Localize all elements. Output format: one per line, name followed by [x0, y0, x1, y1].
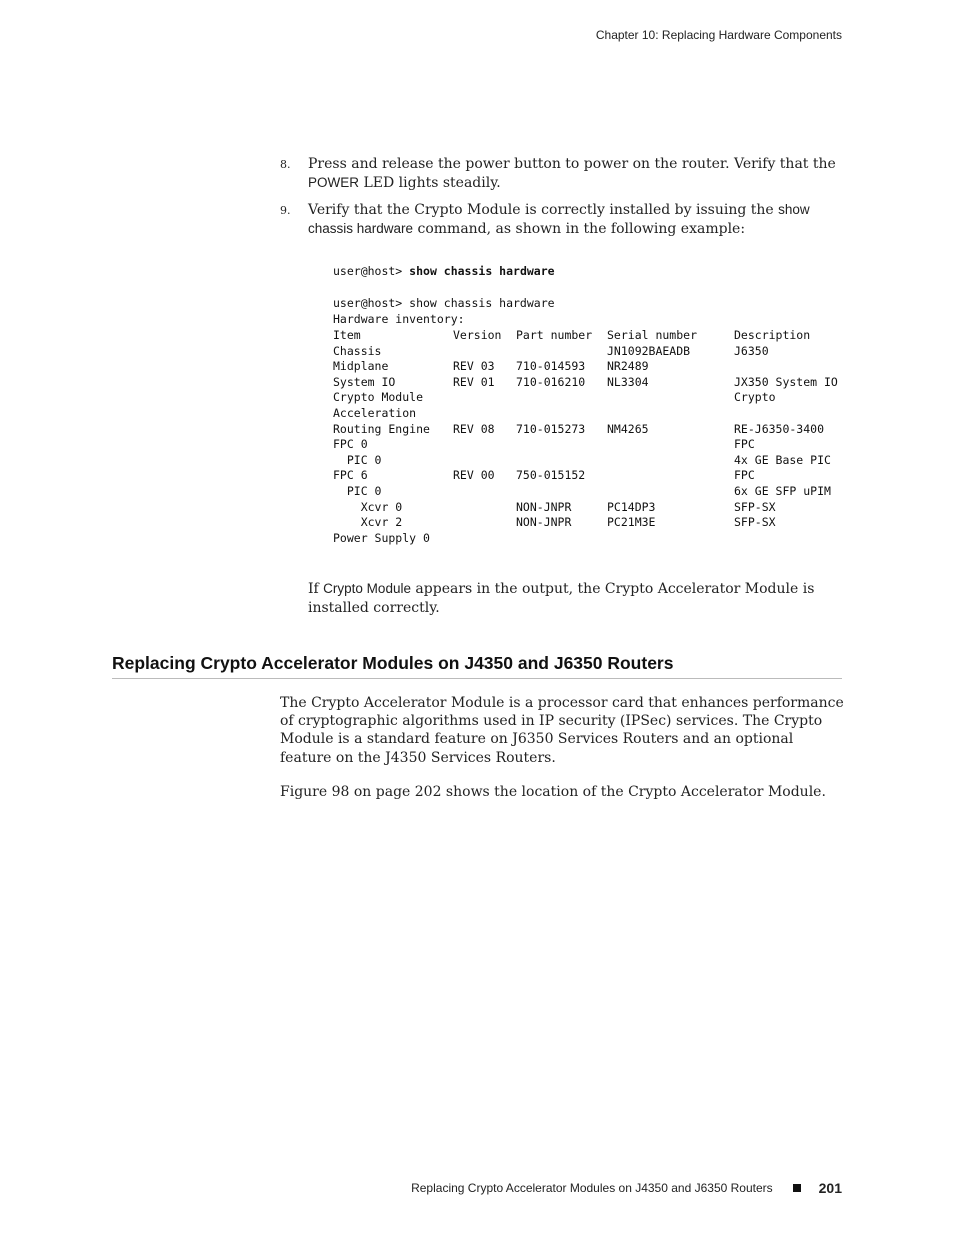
inventory-cell: NR2489	[607, 359, 649, 374]
inventory-cell: PC21M3E	[607, 515, 656, 530]
inventory-cell: 4x GE Base PIC	[734, 452, 831, 467]
inventory-cell: Item	[333, 328, 361, 342]
inventory-cell: Chassis	[333, 343, 382, 358]
figure-reference-paragraph: Figure 98 on page 202 shows the location of the Crypto Accelerator Module.	[280, 784, 826, 800]
inventory-cell: FPC 0	[333, 437, 368, 452]
inventory-cell: REV 00	[453, 468, 495, 483]
inventory-cell: J6350	[734, 343, 769, 358]
inventory-cell: REV 03	[453, 359, 495, 374]
section-divider	[112, 678, 842, 679]
command-line: user@host> show chassis hardware	[333, 264, 555, 278]
inventory-cell: Description	[734, 328, 811, 342]
inventory-cell: Serial number	[607, 328, 698, 342]
inventory-cell: FPC 6	[333, 468, 368, 483]
page-number: 201	[818, 1180, 842, 1196]
inventory-cell: RE-J6350-3400	[734, 421, 825, 436]
inventory-cell: Power Supply 0	[333, 530, 430, 545]
inventory-cell: System IO	[333, 374, 396, 389]
inventory-cell: Xcvr 2	[333, 515, 403, 530]
ui-keyword: POWER	[308, 174, 360, 190]
inventory-cell: PIC 0	[333, 452, 382, 467]
inventory-cell: Version	[453, 328, 502, 342]
inventory-cell: PIC 0	[333, 484, 382, 498]
step-number: 9.	[280, 204, 291, 217]
step-text: Press and release the power button to power on the router. Verify that the POWER LED lights steadily.	[308, 156, 836, 191]
step-9	[280, 201, 842, 238]
inventory-cell: 710-016210	[516, 374, 586, 389]
inventory-cell: SFP-SX	[734, 499, 776, 514]
footer-square-icon	[793, 1184, 801, 1192]
intro-paragraph: The Crypto Accelerator Module is a processor card that enhances performance of cryptographic algorithms used in IP security (IPSec) services. The Crypto Module is a standard feature on J6350 Services Routers and an optional feature on the J4350 Services Routers.	[280, 695, 844, 766]
step-text: Verify that the Crypto Module is correctly installed by issuing the show chassis hardware command, as shown in the following example:	[308, 202, 810, 237]
inventory-cell: JN1092BAEADB	[607, 343, 691, 358]
page-footer	[411, 1180, 842, 1196]
running-header: Chapter 10: Replacing Hardware Components	[595, 28, 842, 42]
section-title: Replacing Crypto Accelerator Modules on J4350 and J6350 Routers	[112, 653, 674, 673]
inventory-cell: NM4265	[607, 421, 649, 436]
inventory-cell: Acceleration	[333, 406, 417, 420]
ui-keyword: Crypto Module	[323, 581, 411, 596]
inventory-cell: 750-015152	[516, 468, 586, 483]
inventory-cell: JX350 System IO	[734, 374, 838, 389]
inventory-cell: NL3304	[607, 374, 649, 389]
inventory-cell: 710-014593	[516, 359, 586, 374]
inventory-cell: REV 08	[453, 421, 495, 436]
inventory-cell: PC14DP3	[607, 499, 656, 514]
inventory-cell: 6x GE SFP uPIM	[734, 484, 831, 498]
echo-line: user@host> show chassis hardware	[333, 296, 555, 310]
inventory-cell: NON-JNPR	[516, 499, 572, 514]
inventory-cell: Midplane	[333, 359, 389, 374]
inventory-title: Hardware inventory:	[333, 312, 465, 326]
inventory-cell: Routing Engine	[333, 421, 430, 436]
inventory-cell: NON-JNPR	[516, 515, 572, 530]
inventory-cell: FPC	[734, 437, 755, 452]
inventory-cell: SFP-SX	[734, 515, 776, 530]
inventory-cell: REV 01	[453, 374, 495, 389]
inventory-cell: Part number	[516, 328, 593, 342]
footer-title: Replacing Crypto Accelerator Modules on J4350 and J6350 Routers	[411, 1181, 773, 1195]
inventory-cell: FPC	[734, 468, 755, 483]
result-paragraph: If Crypto Module appears in the output, the Crypto Accelerator Module is installed correctly.	[308, 581, 815, 616]
inventory-cell: Crypto Module	[333, 390, 424, 405]
step-8	[280, 155, 842, 192]
inventory-cell: Xcvr 0	[333, 499, 403, 514]
cli-command: show chassis hardware	[308, 202, 810, 236]
step-number: 8.	[280, 158, 291, 171]
inventory-cell: 710-015273	[516, 421, 586, 436]
inventory-cell: Crypto	[734, 390, 776, 405]
